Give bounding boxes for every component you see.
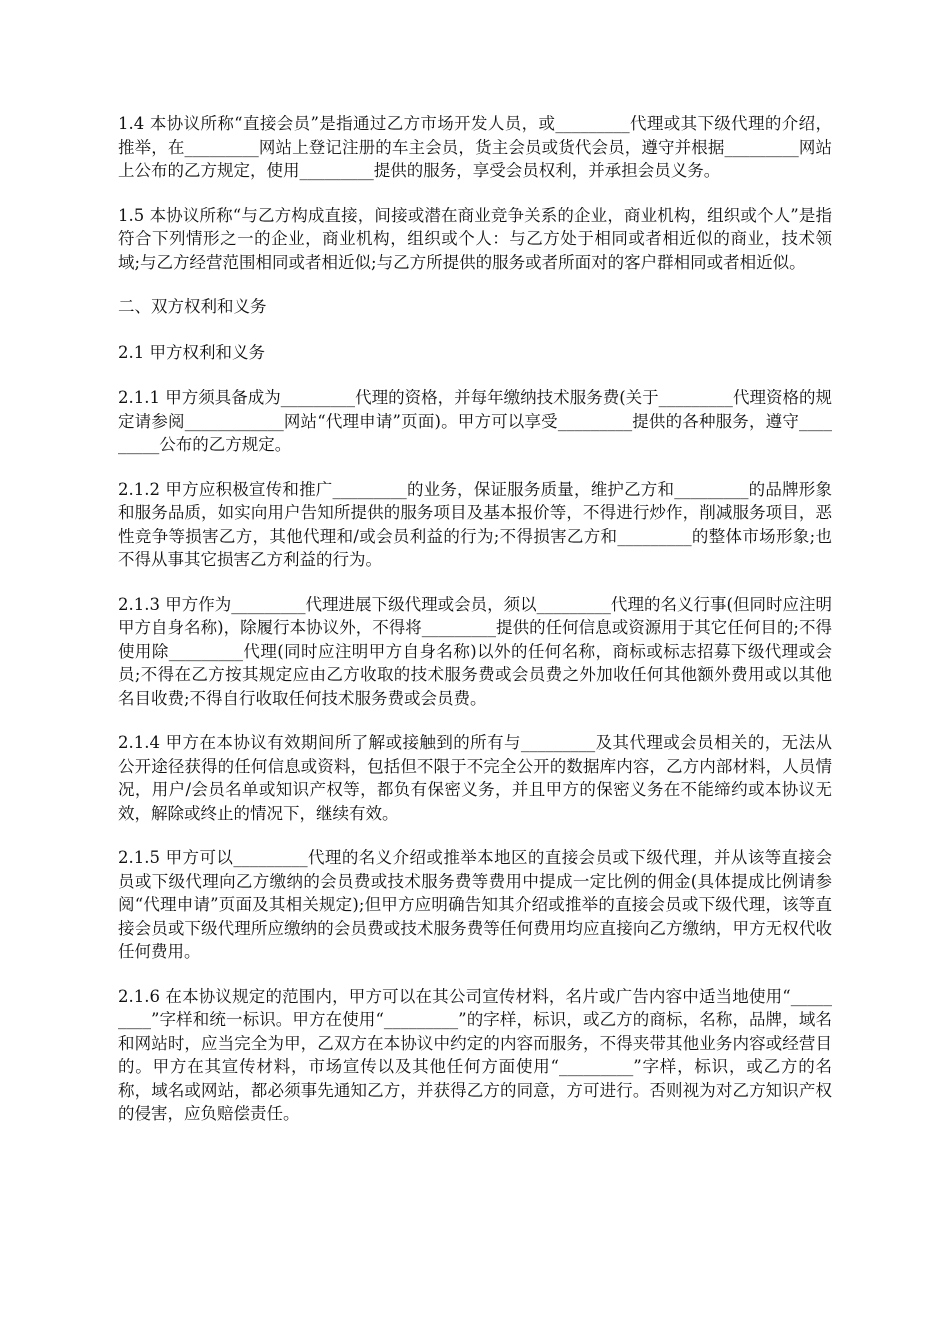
clause-2-1-6: 2.1.6 在本协议规定的范围内，甲方可以在其公司宣传材料，名片或广告内容中适当地使用“_________”字样和统一标识。甲方在使用“_________”的字样，标识，或乙方的商标，名称，品牌，域名和网站时，应当完全为甲，乙双方在本协议中约定的内容而服务，不得夹带其他业务内容或经营目的。甲方在其宣传材料，市场宣传以及其他任何方面使用“_________”字样，标识，或乙方的名称，域名或网站，都必须事先通知乙方，并获得乙方的同意，方可进行。否则视为对乙方知识产权的侵害，应负赔偿责任。	[118, 986, 832, 1123]
clause-2-1-5: 2.1.5 甲方可以_________代理的名义介绍或推举本地区的直接会员或下级代理，并从该等直接会员或下级代理向乙方缴纳的会员费或技术服务费等费用中提成一定比例的佣金(具体提成比例请参阅“代理申请”页面及其相关规定);但甲方应明确告知其介绍或推举的直接会员或下级代理，该等直接会员或下级代理所应缴纳的会员费或技术服务费等任何费用均应直接向乙方缴纳，甲方无权代收任何费用。	[118, 848, 832, 961]
clause-1-4: 1.4 本协议所称“直接会员”是指通过乙方市场开发人员，或_________代理或其下级代理的介绍，推举，在_________网站上登记注册的车主会员，货主会员或货代会员，遵守并根据_________网站上公布的乙方规定，使用_________提供的服务，享受会员权利，并承担会员义务。	[118, 114, 832, 180]
clause-2-1-3: 2.1.3 甲方作为_________代理进展下级代理或会员，须以_________代理的名义行事(但同时应注明甲方自身名称)，除履行本协议外，不得将_________提供的任何信息或资源用于其它任何目的;不得使用除_________代理(同时应注明甲方自身名称)以外的任何名称，商标或标志招募下级代理或会员;不得在乙方按其规定应由乙方收取的技术服务费或会员费之外加收任何其他额外费用或以其他名目收费;不得自行收取任何技术服务费或会员费。	[118, 594, 832, 708]
clause-1-5: 1.5 本协议所称“与乙方构成直接，间接或潜在商业竞争关系的企业，商业机构，组织或个人”是指符合下列情形之一的企业，商业机构，组织或个人：与乙方处于相同或者相近似的商业，技术领域;与乙方经营范围相同或者相近似;与乙方所提供的服务或者所面对的客户群相同或者相近似。	[118, 205, 832, 272]
clause-2-1-2: 2.1.2 甲方应积极宣传和推广_________的业务，保证服务质量，维护乙方和_________的品牌形象和服务品质，如实向用户告知所提供的服务项目及基本报价等，不得进行炒作，削减服务项目，恶性竞争等损害乙方，其他代理和/或会员利益的行为;不得损害乙方和_________的整体市场形象;也不得从事其它损害乙方利益的行为。	[118, 479, 832, 569]
clause-2-1-1: 2.1.1 甲方须具备成为_________代理的资格，并每年缴纳技术服务费(关于_________代理资格的规定请参阅____________网站“代理申请”页面)。甲方可以享受_________提供的各种服务，遵守_________公布的乙方规定。	[118, 388, 832, 454]
subsection-heading-party-a: 2.1 甲方权利和义务	[118, 342, 265, 362]
clause-2-1-4: 2.1.4 甲方在本协议有效期间所了解或接触到的所有与_________及其代理或会员相关的，无法从公开途径获得的任何信息或资料，包括但不限于不完全公开的数据库内容，乙方内部材料，人员情况，用户/会员名单或知识产权等，都负有保密义务，并且甲方的保密义务在不能缔约或本协议无效，解除或终止的情况下，继续有效。	[118, 733, 832, 823]
section-heading-rights-obligations: 二、双方权利和义务	[118, 297, 267, 316]
